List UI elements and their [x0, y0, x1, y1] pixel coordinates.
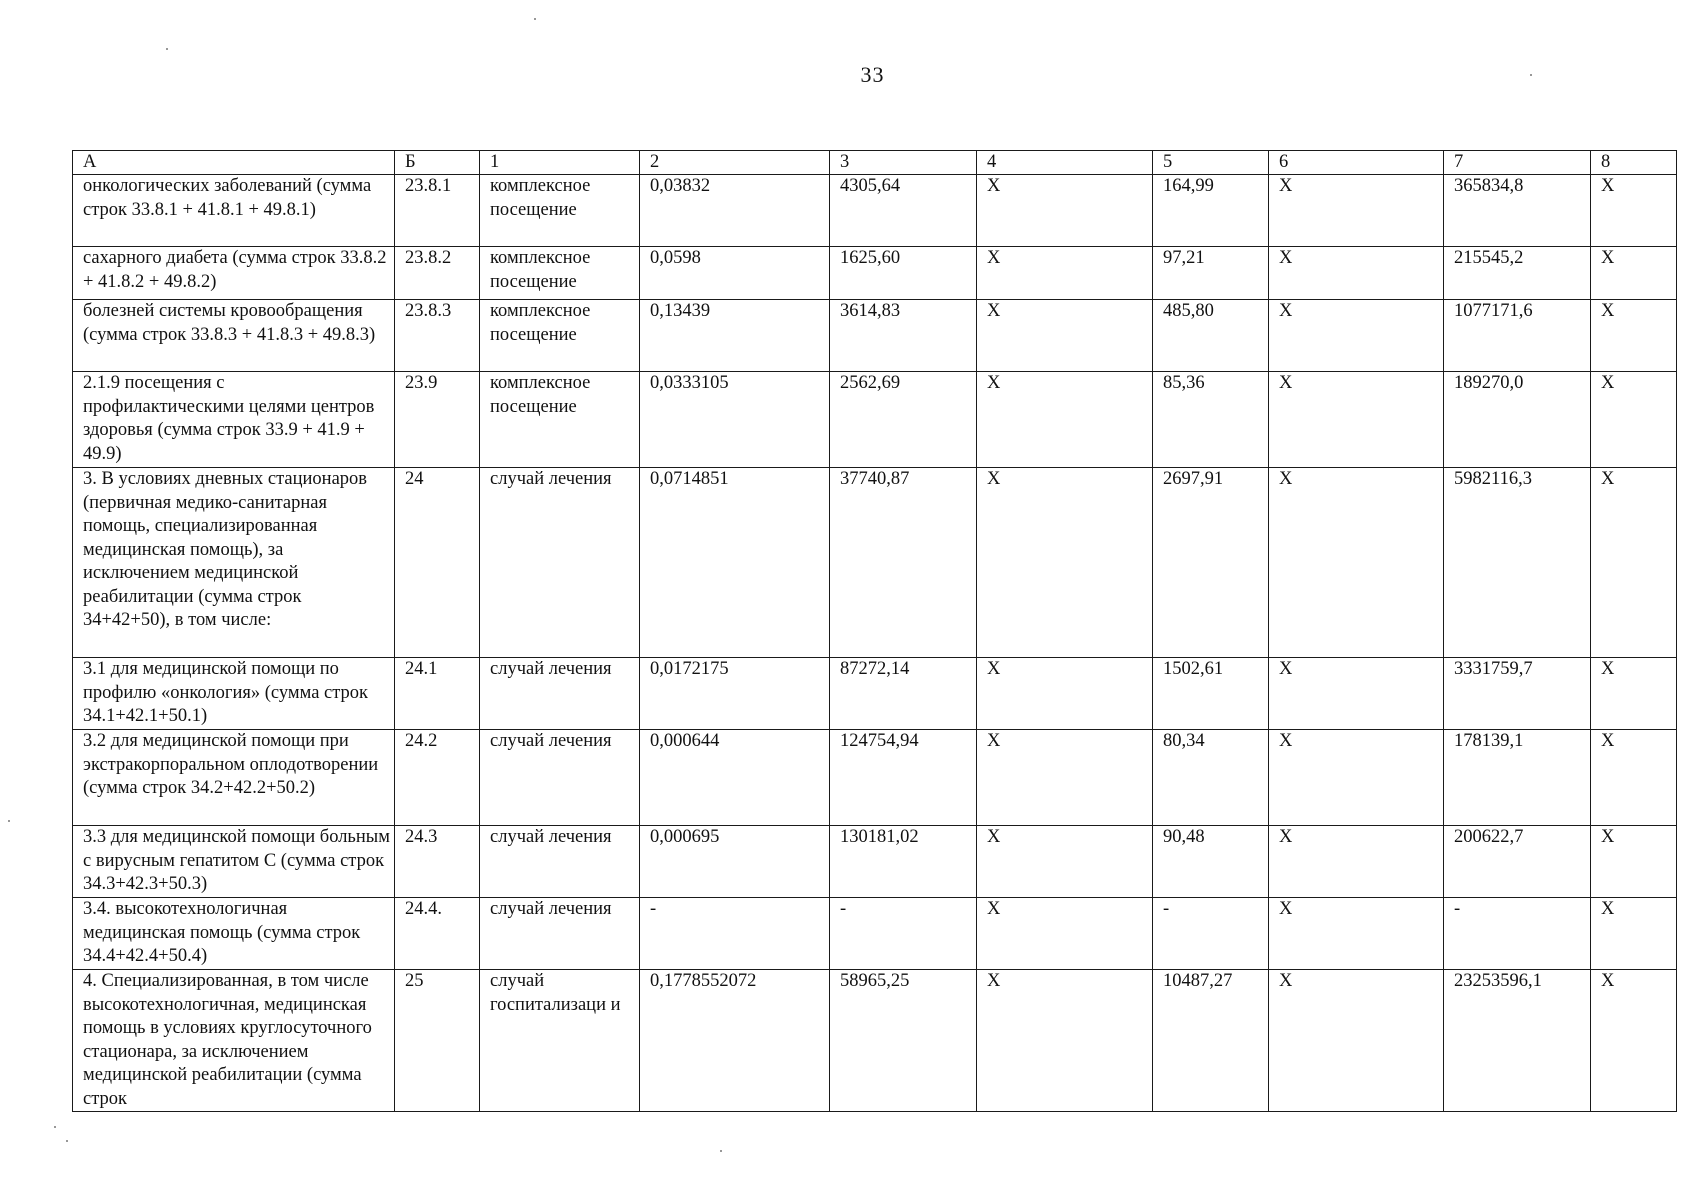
table-row: [73, 300, 1677, 372]
row-name-cell: 3.4. высокотехнологичная медицинская помощь (сумма строк 34.4+42.4+50.4): [73, 898, 395, 970]
value-cell: 485,80: [1153, 300, 1269, 372]
page-number: 33: [860, 62, 885, 87]
value-cell: 0,0333105: [640, 372, 830, 468]
scan-speck: [8, 820, 10, 822]
value-cell: 90,48: [1153, 826, 1269, 898]
value-cell: 4305,64: [830, 175, 977, 247]
value-cell: 3331759,7: [1444, 658, 1591, 730]
value-cell: 58965,25: [830, 970, 977, 1112]
value-cell: 10487,27: [1153, 970, 1269, 1112]
column-header: Б: [395, 151, 480, 175]
mark-cell: X: [977, 300, 1153, 372]
value-cell: 97,21: [1153, 247, 1269, 300]
value-cell: 0,0172175: [640, 658, 830, 730]
mark-cell: X: [1269, 970, 1444, 1112]
row-name-cell: болезней системы кровообращения (сумма строк 33.8.3 + 41.8.3 + 49.8.3): [73, 300, 395, 372]
row-name-cell: 2.1.9 посещения с профилактическими целями центров здоровья (сумма строк 33.9 + 41.9 + 49.9): [73, 372, 395, 468]
value-cell: 0,03832: [640, 175, 830, 247]
value-cell: 1625,60: [830, 247, 977, 300]
column-header: 1: [480, 151, 640, 175]
data-table: [72, 150, 1677, 1112]
value-cell: 200622,7: [1444, 826, 1591, 898]
value-cell: -: [830, 898, 977, 970]
mark-cell: X: [1269, 468, 1444, 658]
mark-cell: X: [1591, 658, 1677, 730]
row-code-cell: 23.8.1: [395, 175, 480, 247]
mark-cell: X: [977, 468, 1153, 658]
table-header-row: [73, 151, 1677, 175]
scan-speck: [720, 1150, 722, 1152]
value-cell: 365834,8: [1444, 175, 1591, 247]
mark-cell: X: [977, 898, 1153, 970]
value-cell: 178139,1: [1444, 730, 1591, 826]
mark-cell: X: [1591, 730, 1677, 826]
value-cell: 23253596,1: [1444, 970, 1591, 1112]
unit-cell: случай госпитализаци и: [480, 970, 640, 1112]
mark-cell: X: [1591, 372, 1677, 468]
mark-cell: X: [1269, 247, 1444, 300]
row-code-cell: 24: [395, 468, 480, 658]
row-name-cell: 3.1 для медицинской помощи по профилю «онкология» (сумма строк 34.1+42.1+50.1): [73, 658, 395, 730]
mark-cell: X: [977, 372, 1153, 468]
value-cell: -: [1444, 898, 1591, 970]
scan-speck: [166, 48, 168, 50]
row-name-cell: 3. В условиях дневных стационаров (первичная медико-санитарная помощь, специализированная медицинская помощь), за исключением медицинской реабилитации (сумма строк 34+42+50), в том числе:: [73, 468, 395, 658]
value-cell: 124754,94: [830, 730, 977, 826]
table-row: [73, 247, 1677, 300]
column-header: 6: [1269, 151, 1444, 175]
mark-cell: X: [1269, 300, 1444, 372]
row-name-cell: 3.3 для медицинской помощи больным с вирусным гепатитом С (сумма строк 34.3+42.3+50.3): [73, 826, 395, 898]
mark-cell: X: [1269, 730, 1444, 826]
value-cell: 0,0714851: [640, 468, 830, 658]
row-code-cell: 24.4.: [395, 898, 480, 970]
table-row: [73, 372, 1677, 468]
mark-cell: X: [1269, 175, 1444, 247]
row-name-cell: сахарного диабета (сумма строк 33.8.2 + 41.8.2 + 49.8.2): [73, 247, 395, 300]
table-row: [73, 175, 1677, 247]
mark-cell: X: [977, 175, 1153, 247]
mark-cell: X: [977, 826, 1153, 898]
value-cell: 0,13439: [640, 300, 830, 372]
mark-cell: X: [1269, 372, 1444, 468]
value-cell: 87272,14: [830, 658, 977, 730]
column-header: 3: [830, 151, 977, 175]
value-cell: 85,36: [1153, 372, 1269, 468]
value-cell: 189270,0: [1444, 372, 1591, 468]
unit-cell: случай лечения: [480, 658, 640, 730]
row-code-cell: 23.8.2: [395, 247, 480, 300]
value-cell: 0,000695: [640, 826, 830, 898]
value-cell: 0,000644: [640, 730, 830, 826]
row-code-cell: 25: [395, 970, 480, 1112]
table-row: [73, 970, 1677, 1112]
unit-cell: случай лечения: [480, 898, 640, 970]
value-cell: 164,99: [1153, 175, 1269, 247]
column-header: 5: [1153, 151, 1269, 175]
row-name-cell: 3.2 для медицинской помощи при экстракорпоральном оплодотворении (сумма строк 34.2+42.2+50.2): [73, 730, 395, 826]
mark-cell: X: [1591, 826, 1677, 898]
row-code-cell: 24.3: [395, 826, 480, 898]
mark-cell: X: [1269, 898, 1444, 970]
row-code-cell: 23.8.3: [395, 300, 480, 372]
value-cell: 130181,02: [830, 826, 977, 898]
row-code-cell: 23.9: [395, 372, 480, 468]
value-cell: 2697,91: [1153, 468, 1269, 658]
table-row: [73, 898, 1677, 970]
unit-cell: случай лечения: [480, 730, 640, 826]
column-header: 4: [977, 151, 1153, 175]
scan-speck: [54, 1126, 56, 1128]
mark-cell: X: [1591, 175, 1677, 247]
column-header: 7: [1444, 151, 1591, 175]
table-row: [73, 658, 1677, 730]
mark-cell: X: [1591, 300, 1677, 372]
value-cell: -: [640, 898, 830, 970]
table-row: [73, 468, 1677, 658]
mark-cell: X: [977, 970, 1153, 1112]
value-cell: 0,0598: [640, 247, 830, 300]
value-cell: 1077171,6: [1444, 300, 1591, 372]
value-cell: 3614,83: [830, 300, 977, 372]
mark-cell: X: [977, 730, 1153, 826]
row-code-cell: 24.2: [395, 730, 480, 826]
mark-cell: X: [1269, 658, 1444, 730]
mark-cell: X: [1591, 468, 1677, 658]
table-row: [73, 826, 1677, 898]
mark-cell: X: [1269, 826, 1444, 898]
mark-cell: X: [1591, 898, 1677, 970]
value-cell: 0,1778552072: [640, 970, 830, 1112]
row-name-cell: 4. Специализированная, в том числе высокотехнологичная, медицинская помощь в условиях круглосуточного стационара, за исключением медицинской реабилитации (сумма строк: [73, 970, 395, 1112]
mark-cell: X: [1591, 247, 1677, 300]
value-cell: 2562,69: [830, 372, 977, 468]
mark-cell: X: [977, 247, 1153, 300]
unit-cell: комплексное посещение: [480, 300, 640, 372]
unit-cell: комплексное посещение: [480, 372, 640, 468]
value-cell: -: [1153, 898, 1269, 970]
value-cell: 80,34: [1153, 730, 1269, 826]
unit-cell: случай лечения: [480, 826, 640, 898]
table-row: [73, 730, 1677, 826]
value-cell: 1502,61: [1153, 658, 1269, 730]
scan-speck: [1530, 74, 1532, 76]
column-header: 2: [640, 151, 830, 175]
mark-cell: X: [1591, 970, 1677, 1112]
unit-cell: комплексное посещение: [480, 175, 640, 247]
column-header: А: [73, 151, 395, 175]
scan-speck: [66, 1140, 68, 1142]
unit-cell: комплексное посещение: [480, 247, 640, 300]
value-cell: 37740,87: [830, 468, 977, 658]
value-cell: 215545,2: [1444, 247, 1591, 300]
value-cell: 5982116,3: [1444, 468, 1591, 658]
mark-cell: X: [977, 658, 1153, 730]
row-name-cell: онкологических заболеваний (сумма строк 33.8.1 + 41.8.1 + 49.8.1): [73, 175, 395, 247]
column-header: 8: [1591, 151, 1677, 175]
unit-cell: случай лечения: [480, 468, 640, 658]
scan-speck: [534, 18, 536, 20]
row-code-cell: 24.1: [395, 658, 480, 730]
